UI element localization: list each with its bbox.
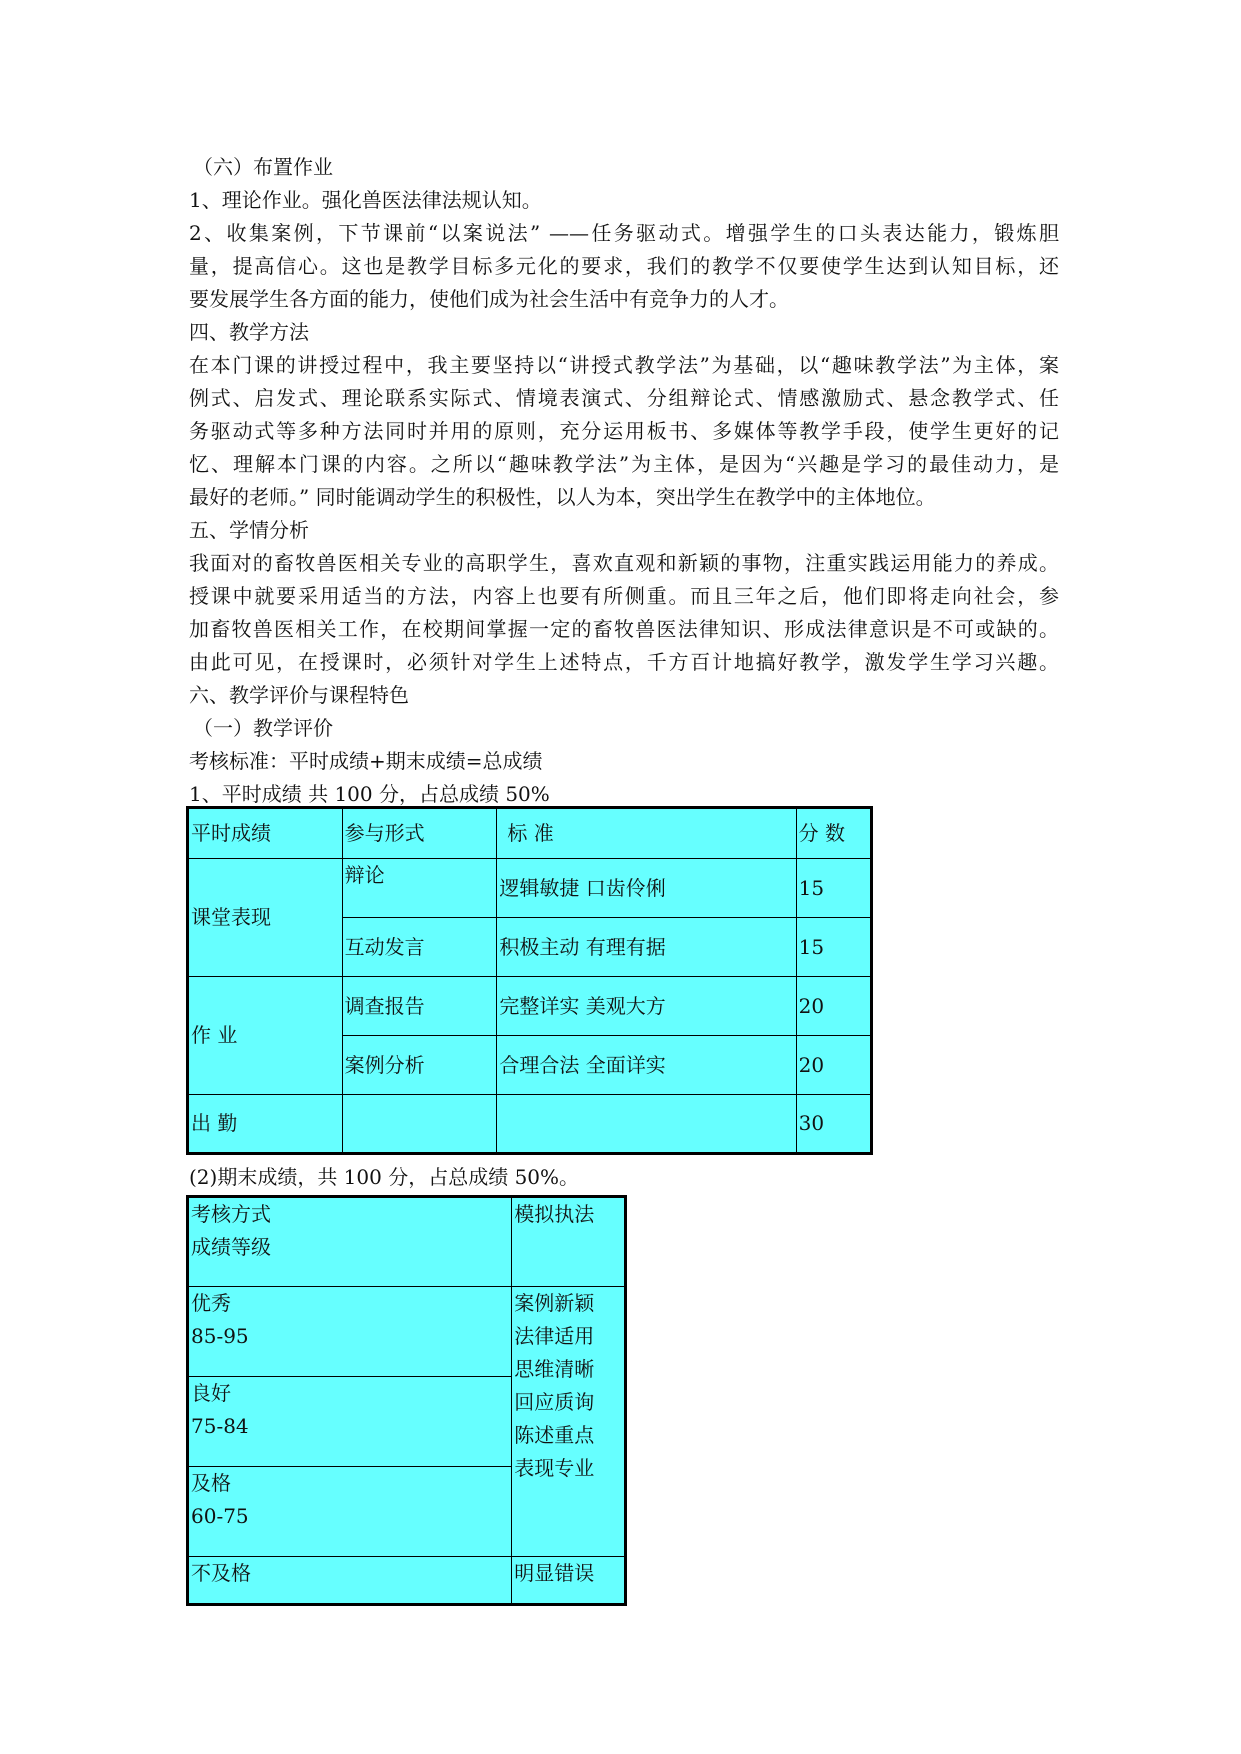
paragraph-line: 加畜牧兽医相关工作，在校期间掌握一定的畜牧兽医法律知识、形成法律意识是不可或缺的。 xyxy=(189,617,1059,641)
table-header-cell xyxy=(188,1197,512,1287)
paragraph-line: 务驱动式等多种方法同时并用的原则，充分运用板书、多媒体等教学手段，使学生更好的记 xyxy=(189,419,1059,443)
section-heading: 六、教学评价与课程特色 xyxy=(189,683,409,707)
usual-grade-table xyxy=(186,806,873,1155)
paragraph-line: 1、平时成绩 共 100 分，占总成绩 50% xyxy=(189,782,550,806)
grade-range: 75-84 xyxy=(191,1414,249,1438)
table-header-cell: 标 准 xyxy=(497,808,796,859)
form-cell: 案例分析 xyxy=(342,1036,497,1095)
paragraph-line: (2)期末成绩，共 100 分，占总成绩 50%。 xyxy=(189,1165,580,1189)
paragraph-line: 量，提高信心。这也是教学目标多元化的要求，我们的教学不仅要使学生达到认知目标，还 xyxy=(189,254,1059,278)
score-cell: 20 xyxy=(796,977,871,1036)
table-row xyxy=(188,977,872,1036)
header-line: 成绩等级 xyxy=(191,1235,271,1259)
table-row xyxy=(188,1557,626,1605)
paragraph-line: 忆、理解本门课的内容。之所以“趣味教学法”为主体，是因为“兴趣是学习的最佳动力，是 xyxy=(189,452,1059,476)
criteria-item: 思维清晰 xyxy=(514,1357,595,1381)
grade-name: 及格 xyxy=(191,1471,231,1495)
form-cell: 辩论 xyxy=(342,859,497,918)
grade-cell xyxy=(188,1467,512,1557)
score-cell: 15 xyxy=(796,859,871,918)
section-heading: （六）布置作业 xyxy=(193,155,333,179)
document-body xyxy=(189,151,1059,811)
table-header-row xyxy=(188,1197,626,1287)
paragraph-line: 1、理论作业。强化兽医法律法规认知。 xyxy=(189,188,542,212)
score-cell: 15 xyxy=(796,918,871,977)
header-line: 考核方式 xyxy=(191,1202,271,1226)
paragraph-line: 由此可见，在授课时，必须针对学生上述特点，千方百计地搞好教学，激发学生学习兴趣。 xyxy=(189,650,1059,674)
standard-cell: 积极主动 有理有据 xyxy=(497,918,796,977)
section-heading: 五、学情分析 xyxy=(189,518,309,542)
criteria-item: 陈述重点 xyxy=(514,1423,595,1447)
standard-cell: 合理合法 全面详实 xyxy=(497,1036,796,1095)
table-header-cell: 模拟执法 xyxy=(512,1197,626,1287)
criteria-cell xyxy=(512,1287,626,1557)
grade-cell: 不及格 xyxy=(188,1557,512,1605)
grade-name: 良好 xyxy=(191,1381,231,1405)
standard-cell xyxy=(497,1095,796,1154)
table-header-row xyxy=(188,808,872,859)
paragraph-line: 考核标准：平时成绩+期末成绩=总成绩 xyxy=(189,749,543,773)
paragraph-line: 我面对的畜牧兽医相关专业的高职学生，喜欢直观和新颖的事物，注重实践运用能力的养成。 xyxy=(189,551,1059,575)
table-row xyxy=(188,859,872,918)
category-cell: 课堂表现 xyxy=(188,859,343,977)
table-row xyxy=(188,1095,872,1154)
paragraph-line: 在本门课的讲授过程中，我主要坚持以“讲授式教学法”为基础，以“趣味教学法”为主体，案 xyxy=(189,353,1059,377)
section-heading: 四、教学方法 xyxy=(189,320,309,344)
table-header-cell: 分 数 xyxy=(796,808,871,859)
grade-range: 60-75 xyxy=(191,1504,249,1528)
grade-cell xyxy=(188,1377,512,1467)
criteria-item: 法律适用 xyxy=(514,1324,595,1348)
table-header-cell: 平时成绩 xyxy=(188,808,343,859)
form-cell: 调查报告 xyxy=(342,977,497,1036)
criteria-cell: 明显错误 xyxy=(512,1557,626,1605)
paragraph-line: 例式、启发式、理论联系实际式、情境表演式、分组辩论式、情感激励式、悬念教学式、任 xyxy=(189,386,1059,410)
standard-cell: 逻辑敏捷 口齿伶俐 xyxy=(497,859,796,918)
paragraph-line: 最好的老师。” 同时能调动学生的积极性，以人为本，突出学生在教学中的主体地位。 xyxy=(189,485,936,509)
score-cell: 20 xyxy=(796,1036,871,1095)
form-cell xyxy=(342,1095,497,1154)
score-cell: 30 xyxy=(796,1095,871,1154)
grade-cell xyxy=(188,1287,512,1377)
table-header-cell: 参与形式 xyxy=(342,808,497,859)
grade-range: 85-95 xyxy=(191,1324,249,1348)
criteria-item: 表现专业 xyxy=(514,1456,595,1480)
table-row xyxy=(188,1287,626,1377)
form-cell: 互动发言 xyxy=(342,918,497,977)
category-cell: 出 勤 xyxy=(188,1095,343,1154)
paragraph-line: 要发展学生各方面的能力，使他们成为社会生活中有竞争力的人才。 xyxy=(189,287,789,311)
criteria-item: 案例新颖 xyxy=(514,1291,595,1315)
standard-cell: 完整详实 美观大方 xyxy=(497,977,796,1036)
grade-name: 优秀 xyxy=(191,1291,231,1315)
category-cell: 作 业 xyxy=(188,977,343,1095)
criteria-item: 回应质询 xyxy=(514,1390,595,1414)
paragraph-line: 授课中就要采用适当的方法，内容上也要有所侧重。而且三年之后，他们即将走向社会，参 xyxy=(189,584,1059,608)
paragraph-line: 2、收集案例，下节课前“以案说法” ——任务驱动式。增强学生的口头表达能力，锻炼胆 xyxy=(189,221,1059,245)
subsection-heading: （一）教学评价 xyxy=(193,716,333,740)
final-grade-table xyxy=(186,1195,627,1606)
